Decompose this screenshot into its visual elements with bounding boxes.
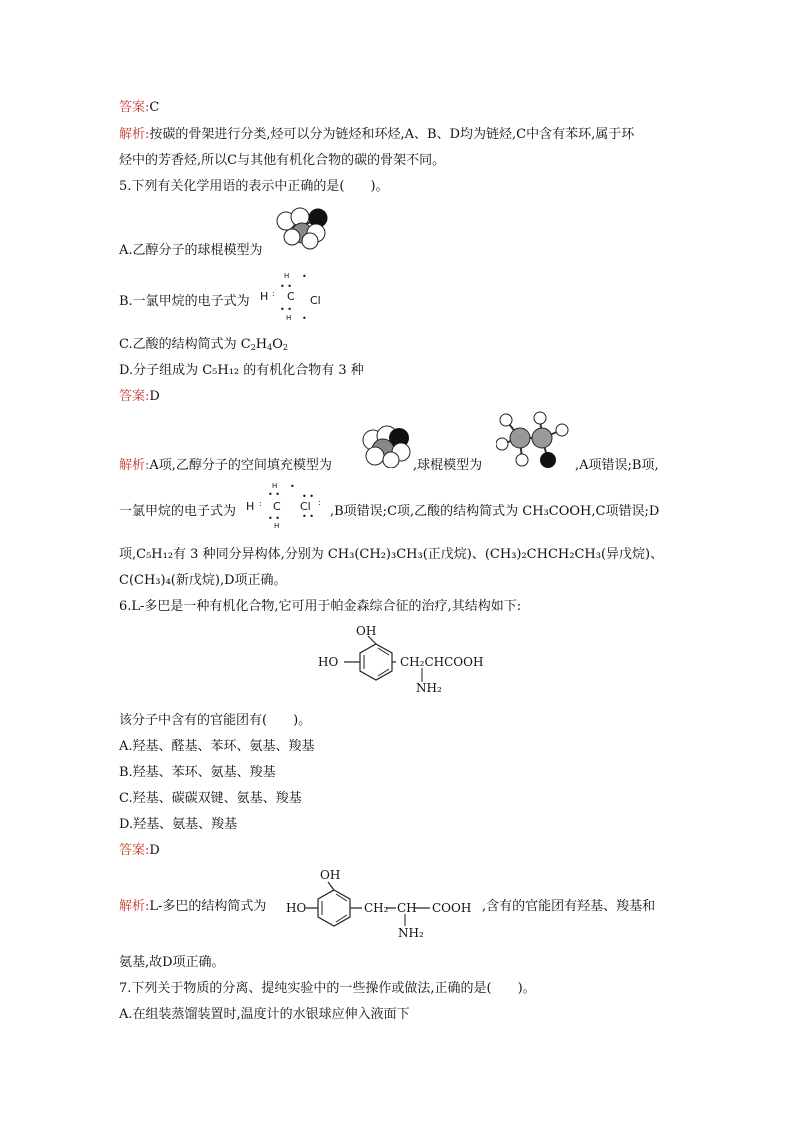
q6-question: 该分子中含有的官能团有( )。 <box>119 713 312 728</box>
h-left: H <box>246 500 255 513</box>
cl-atom: Cl <box>310 294 321 307</box>
q6-analysis-1 <box>119 898 266 916</box>
analysis-text: 按碳的骨架进行分类,烃可以分为链烃和环烃,A、B、D均为链烃,C中含有苯环,属于环 <box>149 127 635 142</box>
q6-stem: 6.L-多巴是一种有机化合物,它可用于帕金森综合征的治疗,其结构如下: <box>119 599 522 614</box>
ho-group: HO <box>286 901 307 915</box>
q6-analysis-2: ,含有的官能团有羟基、羧基和 <box>482 899 656 914</box>
analysis-label: 解析: <box>119 899 150 914</box>
answer-value: D <box>149 389 160 404</box>
q6-answer <box>119 842 160 860</box>
h-left: H <box>260 290 269 303</box>
ethanol-ball-stick-model-image <box>272 205 338 251</box>
cl-atom: Cl <box>300 500 311 513</box>
q5-analysis-b1: 一氯甲烷的电子式为 <box>119 504 237 519</box>
q6-analysis-3: 氨基,故D项正确。 <box>119 955 225 970</box>
q5-option-a: A.乙醇分子的球棍模型为 <box>119 243 263 258</box>
side-chain: CH₂CHCOOH <box>400 655 484 669</box>
q6-option-b: B.羟基、苯环、氨基、羧基 <box>119 765 276 780</box>
analysis-text: L-多巴的结构简式为 <box>149 899 267 914</box>
ethanol-ball-stick-model-image-2 <box>496 408 576 472</box>
q5-analysis-d2: C(CH₃)₄(新戊烷),D项正确。 <box>119 573 287 588</box>
q5-analysis-b2: ,B项错误;C项,乙酸的结构简式为 CH₃COOH,C项错误;D <box>330 504 660 519</box>
q5-answer <box>119 388 160 406</box>
oh-group: OH <box>320 868 341 882</box>
amino-group: NH₂ <box>416 681 442 695</box>
analysis-label: 解析: <box>119 458 150 473</box>
answer-value: D <box>149 843 160 858</box>
l-dopa-structure-2 <box>286 868 482 940</box>
ethanol-space-filling-model-image <box>357 424 417 468</box>
ch2-group: CH₂ <box>364 901 389 915</box>
l-dopa-structure <box>316 624 486 696</box>
q4-answer <box>119 99 159 117</box>
answer-value: C <box>149 100 160 115</box>
q5-analysis-a2: ,球棍模型为 <box>413 458 483 473</box>
q7-stem: 7.下列关于物质的分离、提纯实验中的一些操作或做法,正确的是( )。 <box>119 981 536 996</box>
q4-analysis-line2: 烃中的芳香烃,所以C与其他有机化合物的碳的骨架不同。 <box>119 153 446 168</box>
c-atom: C <box>273 500 281 513</box>
ho-group: HO <box>318 655 339 669</box>
answer-label: 答案: <box>119 100 150 115</box>
q7-option-a: A.在组装蒸馏装置时,温度计的水银球应伸入液面下 <box>119 1007 410 1022</box>
q6-option-a: A.羟基、醛基、苯环、氨基、羧基 <box>119 739 315 754</box>
q5-analysis-d1: 项,C₅H₁₂有 3 种同分异构体,分别为 CH₃(CH₂)₃CH₃(正戊烷)、(CH₃)₂CHCH₂CH₃(异戊烷)、 <box>119 547 664 562</box>
q5-analysis-line1 <box>119 457 332 475</box>
q5-option-d: D.分子组成为 C₅H₁₂ 的有机化合物有 3 种 <box>119 363 364 378</box>
answer-label: 答案: <box>119 843 150 858</box>
h-bottom: H <box>286 314 292 322</box>
answer-label: 答案: <box>119 389 150 404</box>
ch-group: CH <box>397 901 417 915</box>
oh-group: OH <box>356 624 377 638</box>
analysis-a1: A项,乙醇分子的空间填充模型为 <box>149 458 332 473</box>
amino-group: NH₂ <box>398 926 424 940</box>
q6-option-d: D.羟基、氨基、羧基 <box>119 817 238 832</box>
chloromethane-electron-formula-2: H • • • H : C • • Cl : • • • • H <box>246 482 321 530</box>
h-bottom: H <box>274 522 280 530</box>
analysis-label: 解析: <box>119 127 150 142</box>
chloromethane-electron-formula: H • • • H : C Cl • • H • <box>260 272 321 323</box>
cooh-group: COOH <box>432 901 472 915</box>
q5-analysis-a3: ,A项错误;B项, <box>575 458 659 473</box>
c-atom: C <box>287 290 295 303</box>
q6-option-c: C.羟基、碳碳双键、氨基、羧基 <box>119 791 302 806</box>
q5-option-c: C.乙酸的结构简式为 $C_2H_4O_2$ <box>119 337 288 352</box>
q5-stem: 5.下列有关化学用语的表示中正确的是( )。 <box>119 179 389 194</box>
q5-option-b: B.一氯甲烷的电子式为 <box>119 294 250 309</box>
option-c-prefix: C.乙酸的结构简式为 C <box>119 337 251 352</box>
q4-analysis-line1 <box>119 126 634 144</box>
h-top: H <box>284 272 290 280</box>
h-top: H <box>272 482 278 490</box>
